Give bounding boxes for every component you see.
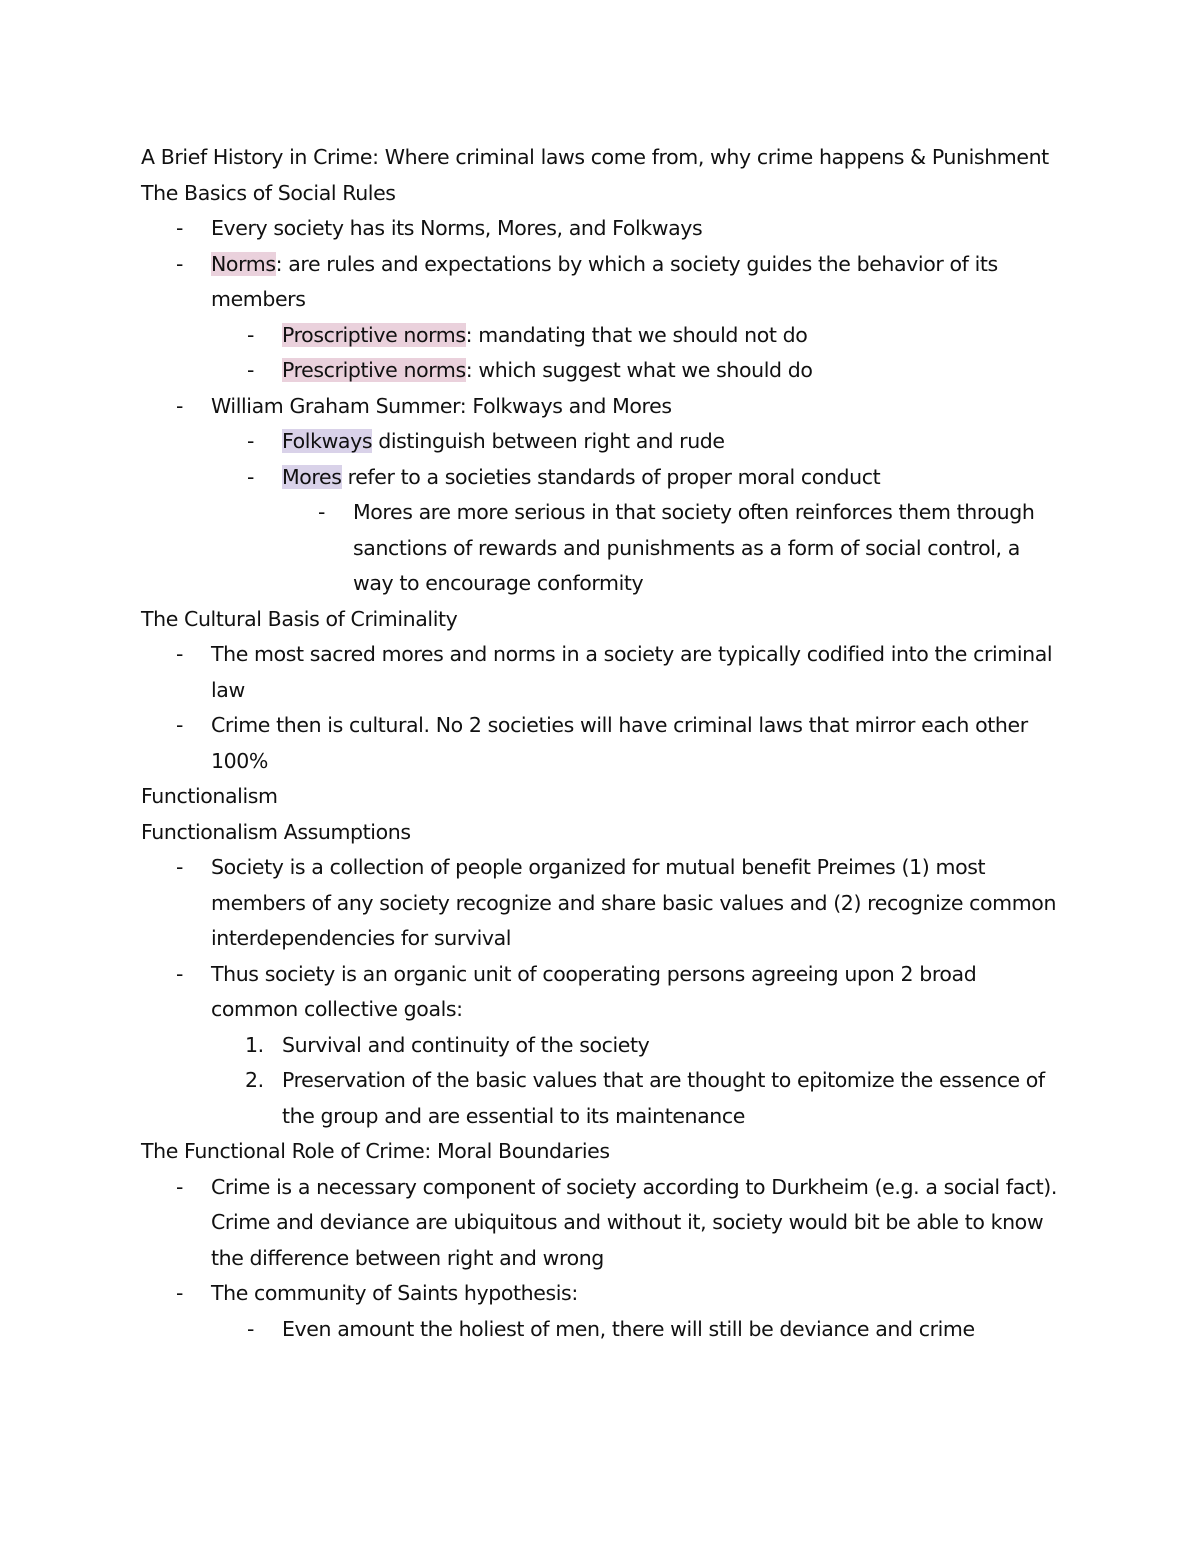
- list-item: [141, 211, 1071, 247]
- bullet-dash: -: [176, 1174, 183, 1199]
- highlighted-term-mores: Mores: [282, 464, 342, 489]
- section-heading-cultural-basis: The Cultural Basis of Criminality: [141, 606, 458, 631]
- bullet-dash: -: [247, 358, 254, 382]
- list-item: [141, 1276, 1071, 1312]
- list-item-continuation: sanctions of rewards and punishments as a form of social control, a: [353, 535, 1020, 560]
- highlighted-term-folkways: Folkways: [282, 429, 373, 453]
- list-item: [141, 1312, 1071, 1348]
- list-item-text: : which suggest what we should do: [465, 358, 813, 382]
- list-item-folkways: [141, 424, 1071, 460]
- list-item-continuation: members of any society recognize and share basic values and (2) recognize common: [211, 890, 1057, 915]
- list-item-continuation: interdependencies for survival: [211, 926, 512, 950]
- list-item: [141, 389, 1071, 425]
- list-item-text: The most sacred mores and norms in a society are typically codified into the criminal: [211, 642, 1053, 666]
- document-body: [141, 140, 1071, 1347]
- section-heading-social-rules: The Basics of Social Rules: [141, 180, 396, 205]
- bullet-dash: -: [176, 642, 183, 666]
- list-item-text: Even amount the holiest of men, there will still be deviance and crime: [282, 1316, 975, 1341]
- list-item: [141, 957, 1071, 993]
- bullet-dash: -: [176, 961, 183, 986]
- list-item-text: refer to a societies standards of proper moral conduct: [341, 464, 881, 489]
- document-title: A Brief History in Crime: Where criminal laws come from, why crime happens & Punishment: [141, 145, 1049, 169]
- list-item-text: distinguish between right and rude: [372, 429, 725, 453]
- bullet-dash: -: [176, 216, 183, 240]
- numbered-item: [141, 1028, 1071, 1064]
- bullet-dash: -: [247, 1316, 254, 1341]
- section-heading-functional-role: The Functional Role of Crime: Moral Boundaries: [141, 1139, 610, 1163]
- list-number: 1.: [245, 1032, 264, 1057]
- list-item-text: : are rules and expectations by which a society guides the behavior of its: [275, 251, 998, 276]
- list-item-continuation: members: [211, 287, 306, 311]
- subheading-functionalism-assumptions: Functionalism Assumptions: [141, 819, 411, 844]
- list-item-continuation: the group and are essential to its maintenance: [282, 1103, 745, 1128]
- bullet-dash: -: [176, 1281, 183, 1305]
- list-item: [141, 1170, 1071, 1206]
- list-item-proscriptive: [141, 318, 1071, 354]
- list-item-text: Every society has its Norms, Mores, and Folkways: [211, 216, 703, 240]
- list-item-text: Mores are more serious in that society often reinforces them through: [353, 500, 1035, 524]
- bullet-dash: -: [176, 713, 183, 737]
- bullet-dash: -: [176, 855, 183, 879]
- bullet-dash: -: [247, 464, 254, 489]
- bullet-dash: -: [318, 500, 325, 524]
- bullet-dash: -: [247, 322, 254, 347]
- list-item-text: William Graham Summer: Folkways and Mores: [211, 393, 672, 418]
- list-item-prescriptive: [141, 353, 1071, 389]
- list-item: [141, 708, 1071, 744]
- list-item-mores: [141, 460, 1071, 496]
- list-item-continuation: 100%: [211, 748, 269, 773]
- list-item: [141, 495, 1071, 531]
- highlighted-term-norms: Norms: [211, 251, 276, 276]
- list-item-continuation: law: [211, 677, 245, 702]
- list-item-text: Survival and continuity of the society: [282, 1032, 650, 1057]
- list-item-text: Preservation of the basic values that are thought to epitomize the essence of: [282, 1068, 1045, 1092]
- list-item-continuation: the difference between right and wrong: [211, 1245, 604, 1270]
- section-heading-functionalism: Functionalism: [141, 784, 278, 808]
- list-item-text: : mandating that we should not do: [465, 322, 808, 347]
- list-item-text: The community of Saints hypothesis:: [211, 1281, 578, 1305]
- list-item-continuation: Crime and deviance are ubiquitous and without it, society would bit be able to know: [211, 1210, 1044, 1234]
- list-item-text: Society is a collection of people organized for mutual benefit Preimes (1) most: [211, 855, 986, 879]
- list-item-continuation: way to encourage conformity: [353, 571, 644, 595]
- list-item: [141, 637, 1071, 673]
- numbered-item: [141, 1063, 1071, 1099]
- bullet-dash: -: [176, 251, 183, 276]
- list-item: [141, 850, 1071, 886]
- highlighted-term-prescriptive-norms: Prescriptive norms: [282, 358, 466, 382]
- list-number: 2.: [245, 1068, 264, 1092]
- list-item-continuation: common collective goals:: [211, 997, 463, 1021]
- bullet-dash: -: [176, 393, 183, 418]
- highlighted-term-proscriptive-norms: Proscriptive norms: [282, 322, 466, 347]
- bullet-dash: -: [247, 429, 254, 453]
- list-item-text: Crime then is cultural. No 2 societies will have criminal laws that mirror each other: [211, 713, 1028, 737]
- list-item-text: Crime is a necessary component of society according to Durkheim (e.g. a social fact).: [211, 1174, 1057, 1199]
- list-item-norms: [141, 247, 1071, 283]
- list-item-text: Thus society is an organic unit of cooperating persons agreeing upon 2 broad: [211, 961, 977, 986]
